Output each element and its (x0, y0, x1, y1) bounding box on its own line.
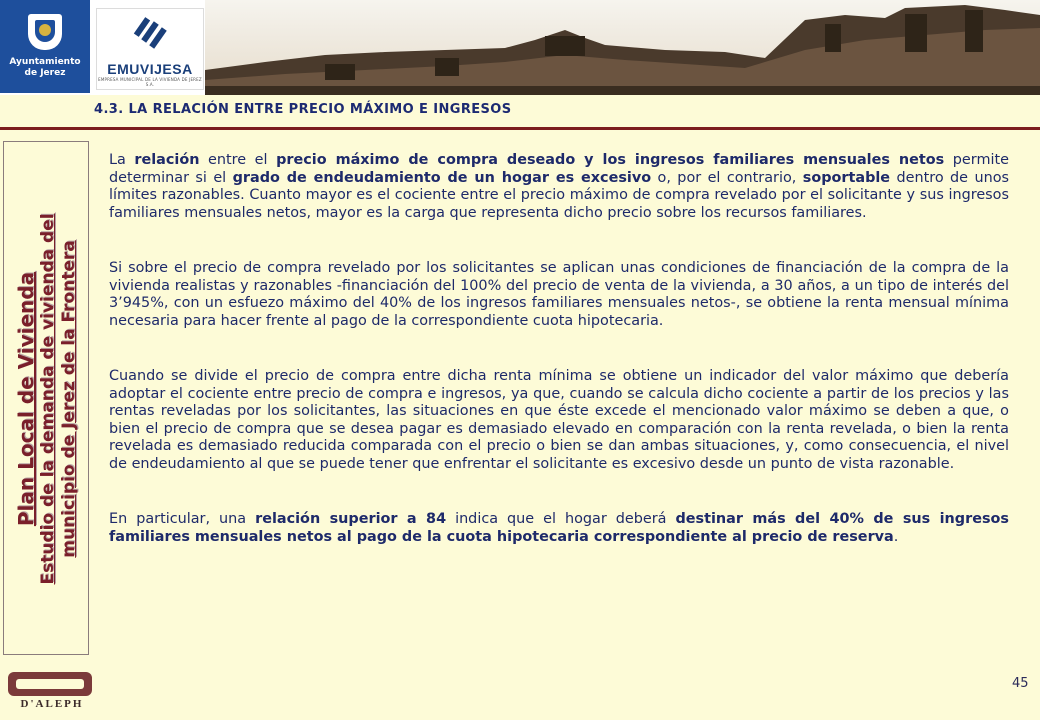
sidebar-title-box (3, 141, 89, 655)
p4-text-2: indica que el hogar deberá (446, 511, 676, 527)
coat-of-arms-icon (28, 14, 62, 50)
section-title-bar (0, 96, 1040, 126)
p4-bold-1: relación superior a 84 (255, 511, 447, 527)
sidebar-vertical-title (14, 149, 80, 649)
sidebar-title-line2: Estudio de la demanda de vivienda del (38, 213, 58, 585)
p1-bold-2: precio máximo de compra deseado y los ingresos familiares mensuales netos (276, 152, 945, 168)
daleph-mark-icon (8, 672, 92, 696)
header-banner (0, 0, 1040, 95)
emuvijesa-logo (96, 8, 204, 90)
paragraph-4 (109, 511, 1009, 546)
p4-text-1: En particular, una (109, 511, 256, 527)
emuvijesa-subtitle: EMPRESA MUNICIPAL DE LA VIVIENDA DE JEREZ S.A. (98, 77, 202, 87)
p4-bold-2: destinar más del 40% de sus ingresos familiares mensuales netos al pago de la cuota hipotecaria correspondiente al precio de reserva (109, 511, 1009, 545)
p1-text-4: o, por el contrario, (651, 169, 803, 186)
p1-text-1: La (109, 152, 135, 168)
paragraph-1 (109, 152, 1009, 222)
daleph-logo (8, 672, 96, 712)
section-divider (0, 127, 1040, 130)
p1-text-5: dentro de unos límites razonables. Cuanto mayor es el cociente entre el precio máximo de compra revelado por el solicitante y sus ingresos familiares mensuales netos, mayor es la carga que representa dicho precio sobre los recursos familiares. (109, 169, 1009, 221)
ayuntamiento-jerez-logo (0, 0, 90, 93)
cathedral-illustration (205, 0, 1040, 95)
emuvijesa-mark-icon (130, 15, 170, 55)
daleph-name: D'ALEPH (20, 698, 84, 710)
emuvijesa-name: EMUVIJESA (107, 61, 193, 77)
sidebar-title-line1: Plan Local de Vivienda (14, 271, 38, 527)
ayto-logo-line2: de Jerez (24, 68, 66, 78)
page-number: 45 (1012, 676, 1029, 691)
p1-bold-1: relación (134, 152, 200, 168)
paragraph-2: Si sobre el precio de compra revelado por los solicitantes se aplican unas condiciones de financiación de la compra de la vivienda realistas y razonables -financiación del 100% del precio de venta de la vivienda, a 30 años, a un tipo de interés del 3’945%, con un esfuezo máximo del 40% de los ingresos familiares mensuales netos-, se obtiene la renta mensual mínima necesaria para hacer frente al pago de la correspondiente cuota hipotecaria. (109, 260, 1009, 329)
p1-bold-3: grado de endeudamiento de un hogar es excesivo (232, 169, 652, 186)
p1-bold-4: soportable (802, 169, 891, 186)
cathedral-photo (205, 0, 1040, 95)
p4-text-3: . (893, 528, 899, 545)
body-text (109, 152, 1009, 546)
ayto-logo-line1: Ayuntamiento (9, 57, 81, 67)
section-title: 4.3. LA RELACIÓN ENTRE PRECIO MÁXIMO E INGRESOS (94, 102, 512, 117)
paragraph-3: Cuando se divide el precio de compra entre dicha renta mínima se obtiene un indicador del valor máximo que debería adoptar el cociente entre precio de compra e ingresos, ya que, cuando se calcula dicho cociente a partir de los precios y las rentas reveladas por los solicitantes, las situaciones en que éste excede el mencionado valor máximo se deben a que, o bien el precio de compra que se desea pagar es demasiado elevado en comparación con la renta revelada, o bien la renta revelada es demasiado reducida comparada con el precio o bien se dan ambas situaciones, y, como consecuencia, el nivel de endeudamiento al que se puede tener que enfrentar el solicitante es excesivo desde un punto de vista razonable. (109, 368, 1009, 472)
sidebar-title-line3: municipio de Jerez de la Frontera (59, 240, 79, 558)
p1-text-3: permite determinar si el (109, 152, 1009, 186)
p1-text-2: entre el (199, 152, 277, 168)
